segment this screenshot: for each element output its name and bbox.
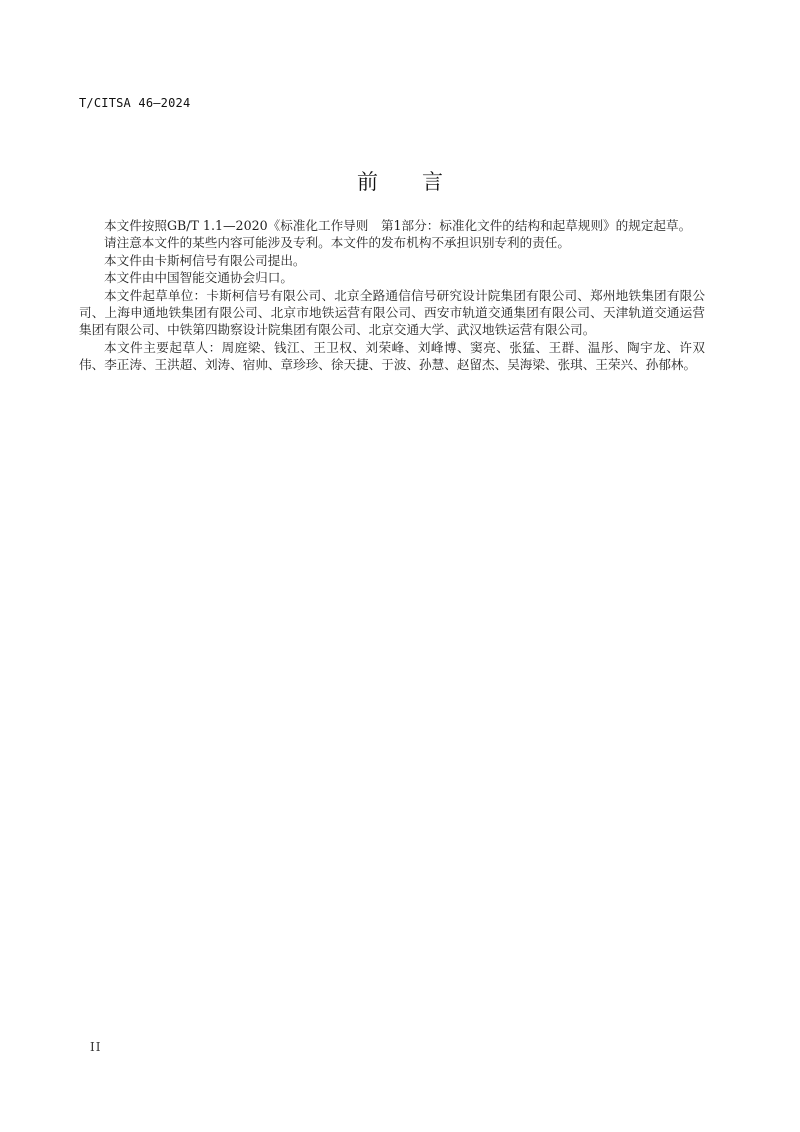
paragraph-drafting-units: 本文件起草单位：卡斯柯信号有限公司、北京全路通信信号研究设计院集团有限公司、郑州地铁集团有限公司、上海申通地铁集团有限公司、北京市地铁运营有限公司、西安市轨道交通集团有限公司、天津轨道交通运营集团有限公司、中铁第四勘察设计院集团有限公司、北京交通大学、武汉地铁运营有限公司。 bbox=[79, 287, 705, 338]
paragraph-drafting-rules: 本文件按照GB/T 1.1—2020《标准化工作导则 第1部分：标准化文件的结构和起草规则》的规定起草。 bbox=[104, 218, 692, 233]
page-number: II bbox=[90, 1040, 102, 1054]
page-title bbox=[0, 166, 800, 196]
title-char-2: 言 bbox=[422, 170, 443, 194]
foreword-body bbox=[79, 217, 705, 374]
paragraph-drafters: 本文件主要起草人：周庭梁、钱江、王卫权、刘荣峰、刘峰博、窦亮、张猛、王群、温彤、陶宇龙、许双伟、李正涛、王洪超、刘涛、宿帅、章珍珍、徐天捷、于波、孙慧、赵留杰、吴海梁、张琪、王荣兴、孙郁林。 bbox=[79, 339, 705, 373]
paragraph-proposer: 本文件由卡斯柯信号有限公司提出。 bbox=[104, 252, 306, 268]
paragraph-patent-notice: 请注意本文件的某些内容可能涉及专利。本文件的发布机构不承担识别专利的责任。 bbox=[104, 235, 570, 251]
standard-code: T/CITSA 46—2024 bbox=[79, 96, 191, 110]
title-char-1: 前 bbox=[357, 170, 378, 194]
paragraph-administrator: 本文件由中国智能交通协会归口。 bbox=[104, 270, 293, 286]
